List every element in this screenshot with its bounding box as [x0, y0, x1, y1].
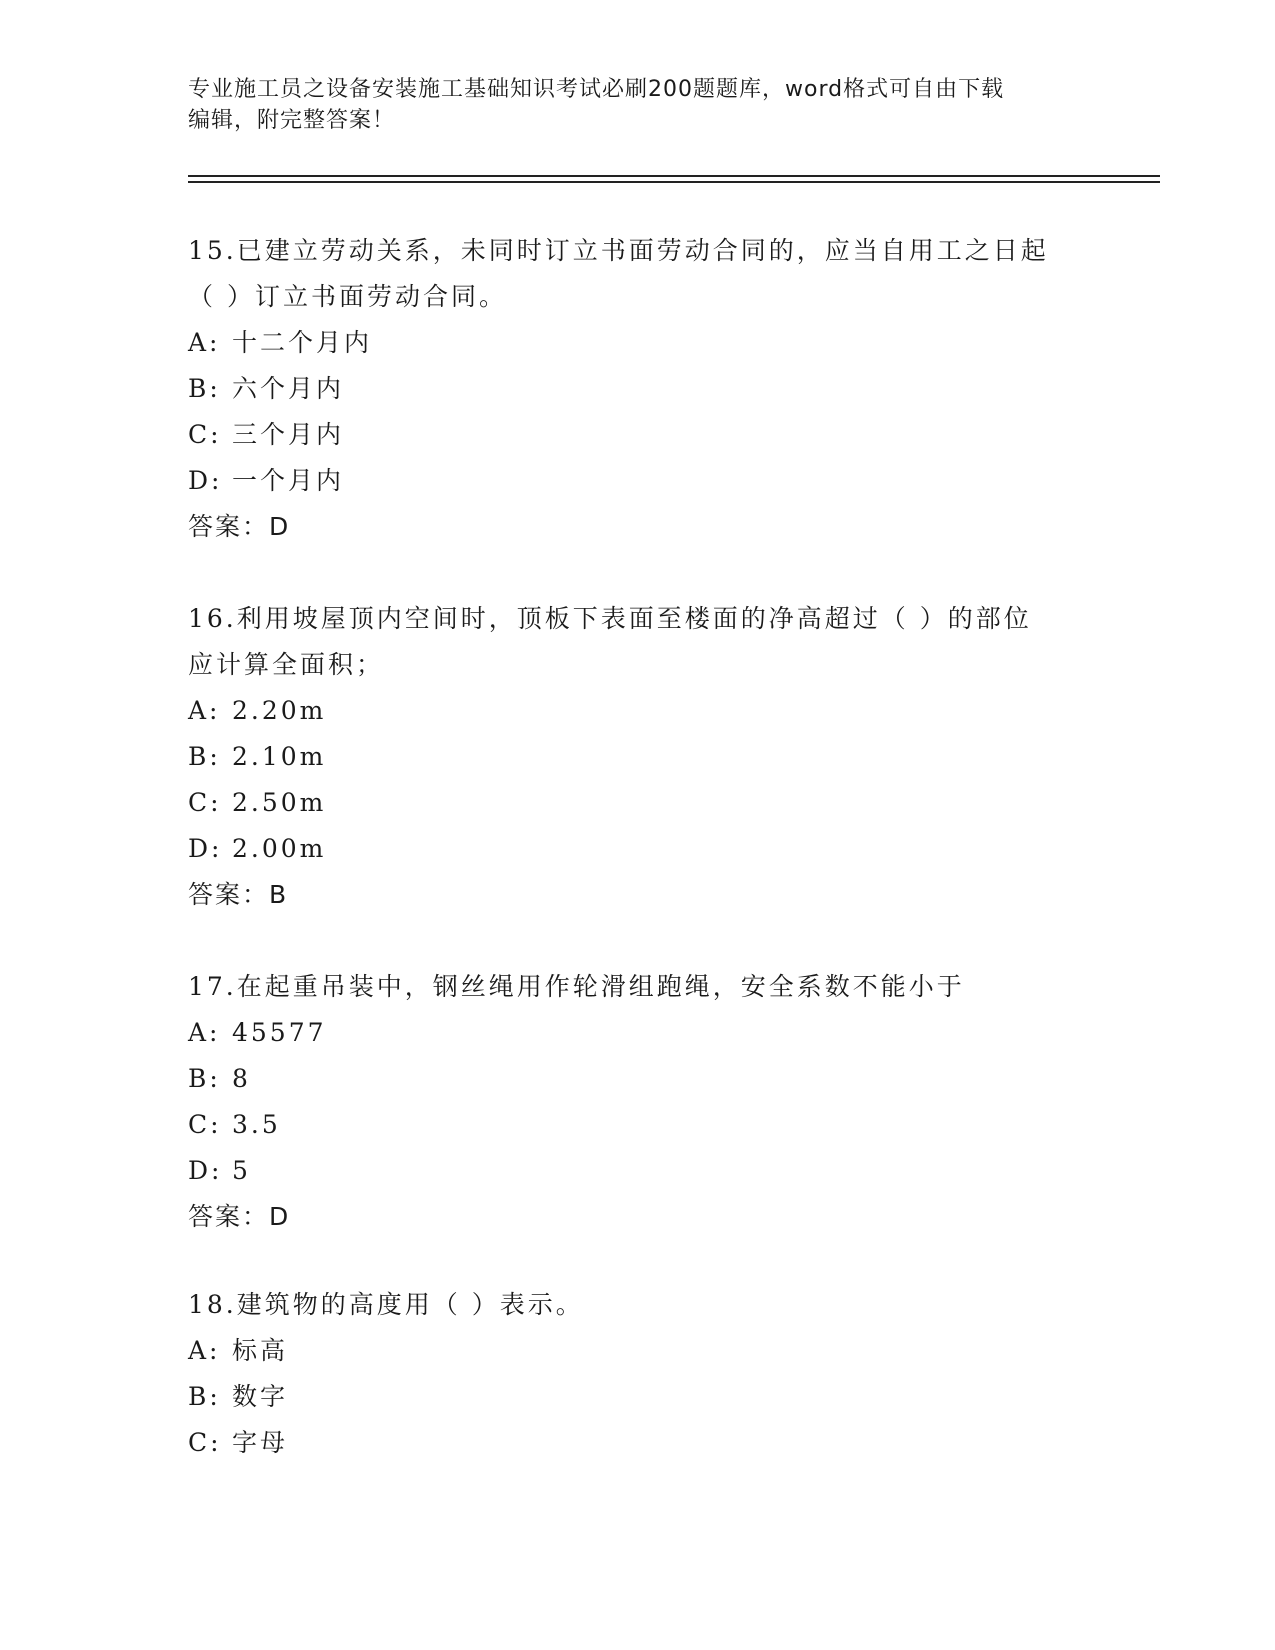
option-label: C:	[188, 788, 222, 817]
answer: 答案：D	[188, 512, 291, 541]
option-text: 标高	[232, 1336, 289, 1365]
option-label: D:	[188, 834, 223, 863]
answer: 答案：D	[188, 1202, 291, 1231]
option-a	[188, 1010, 1088, 1056]
option-text: 三个月内	[232, 420, 345, 449]
question-stem-line-1: 17.在起重吊装中，钢丝绳用作轮滑组跑绳，安全系数不能小于	[188, 972, 965, 1001]
option-label: B:	[188, 742, 221, 771]
option-a	[188, 1328, 1088, 1374]
option-text: 5	[232, 1156, 251, 1185]
option-c	[188, 412, 1088, 458]
option-label: D:	[188, 466, 223, 495]
option-a	[188, 320, 1088, 366]
question-stem-line-2: 应计算全面积；	[188, 650, 385, 679]
question-stem-line-1: 16.利用坡屋顶内空间时，顶板下表面至楼面的净高超过（ ）的部位	[188, 604, 1032, 633]
option-text: 2.20m	[232, 696, 327, 725]
option-text: 六个月内	[232, 374, 345, 403]
option-label: C:	[188, 1428, 222, 1457]
option-text: 2.50m	[232, 788, 327, 817]
option-label: D:	[188, 1156, 223, 1185]
option-text: 十二个月内	[232, 328, 373, 357]
option-c	[188, 1102, 1088, 1148]
option-a	[188, 688, 1088, 734]
option-label: C:	[188, 1110, 222, 1139]
header-divider-top	[188, 175, 1160, 177]
question-stem-line-1: 15.已建立劳动关系，未同时订立书面劳动合同的，应当自用工之日起	[188, 236, 1049, 265]
question-16	[188, 596, 1088, 918]
option-c	[188, 780, 1088, 826]
option-text: 8	[232, 1064, 251, 1093]
option-b	[188, 734, 1088, 780]
header-title-line-2: 编辑，附完整答案！	[188, 108, 396, 133]
option-c	[188, 1420, 1088, 1466]
option-label: A:	[188, 1018, 221, 1047]
option-label: B:	[188, 374, 221, 403]
option-label: B:	[188, 1064, 221, 1093]
option-text: 2.10m	[232, 742, 327, 771]
header-divider-bottom	[188, 181, 1160, 183]
header-title-line-1: 专业施工员之设备安装施工基础知识考试必刷200题题库，word格式可自由下载	[188, 77, 1005, 102]
option-text: 一个月内	[232, 466, 345, 495]
option-d	[188, 1148, 1088, 1194]
option-label: A:	[188, 328, 221, 357]
question-17	[188, 964, 1088, 1240]
option-text: 3.5	[232, 1110, 281, 1139]
option-text: 数字	[232, 1382, 289, 1411]
question-stem-line-1: 18.建筑物的高度用（ ）表示。	[188, 1290, 584, 1319]
option-d	[188, 458, 1088, 504]
option-label: A:	[188, 696, 221, 725]
option-b	[188, 1056, 1088, 1102]
option-text: 2.00m	[232, 834, 327, 863]
option-label: A:	[188, 1336, 221, 1365]
option-b	[188, 1374, 1088, 1420]
option-text: 字母	[232, 1428, 289, 1457]
option-b	[188, 366, 1088, 412]
question-15	[188, 228, 1088, 550]
question-stem-line-2: （ ）订立书面劳动合同。	[188, 282, 507, 311]
question-18	[188, 1282, 1088, 1466]
option-d	[188, 826, 1088, 872]
option-label: B:	[188, 1382, 221, 1411]
option-label: C:	[188, 420, 222, 449]
option-text: 45577	[232, 1018, 327, 1047]
answer: 答案：B	[188, 880, 289, 909]
document-header	[188, 74, 1088, 136]
